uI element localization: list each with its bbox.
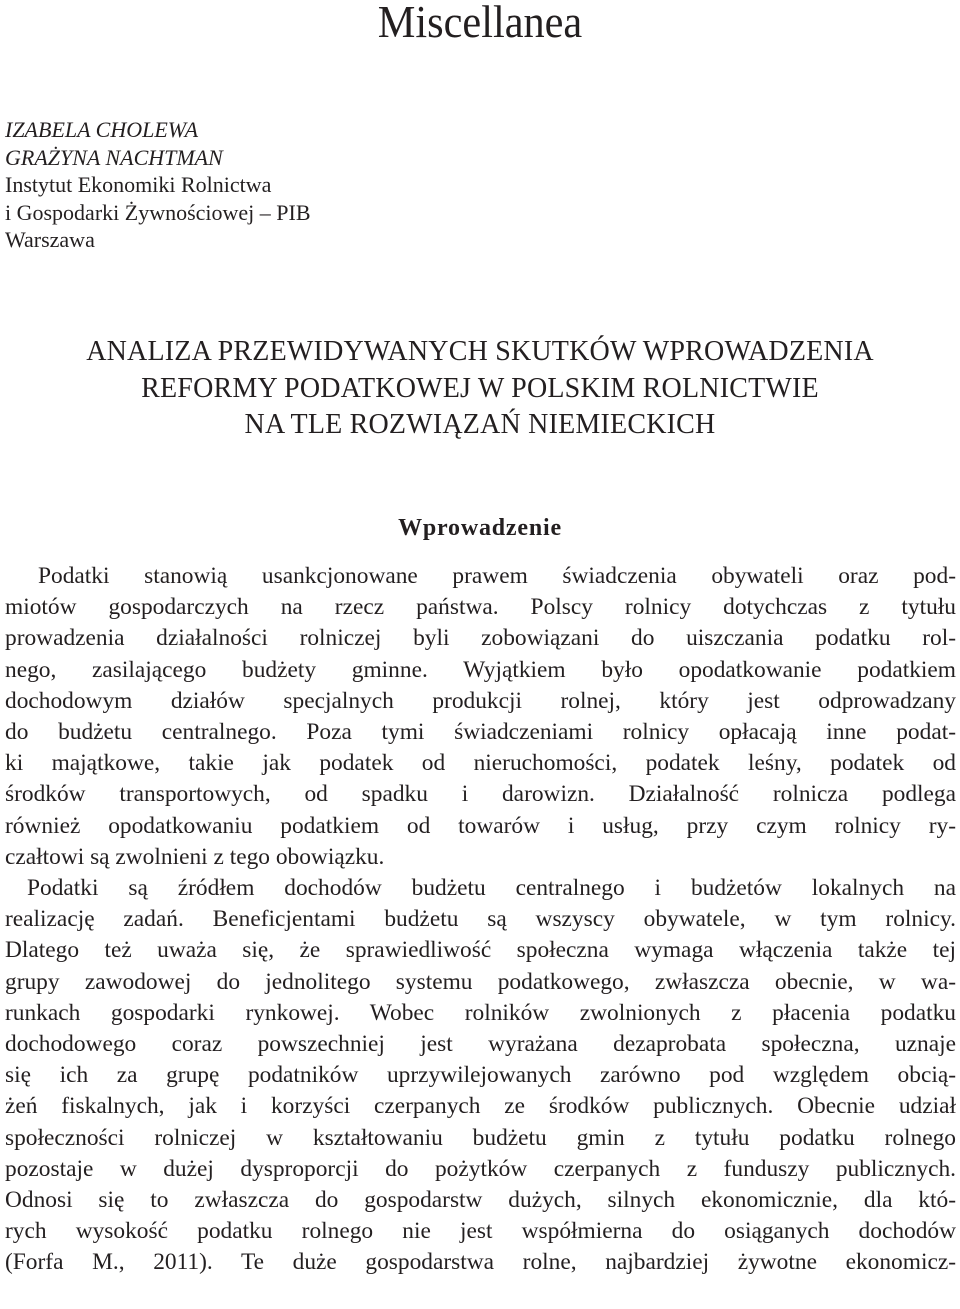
- text-line: prowadzenia działalności rolniczej byli zobowiązani do uiszczania podatku rol-: [5, 625, 956, 652]
- section-title: Miscellanea: [377, 0, 583, 47]
- text-line: środków transportowych, od spadku i darowizn. Działalność rolnicza podlega: [5, 781, 956, 808]
- text-line: grupy zawodowej do jednolitego systemu podatkowego, zwłaszcza obecnie, w wa-: [5, 968, 956, 995]
- author-name: GRAŻYNA NACHTMAN: [5, 144, 223, 170]
- paragraph: [5, 561, 956, 873]
- text-line: dochodowym działów specjalnych produkcji rolnej, który jest odprowadzany: [5, 687, 956, 714]
- paragraph: [5, 873, 956, 1279]
- text-line: pozostaje w dużej dysproporcji do pożytków czerpanych z funduszy publicznych.: [5, 1155, 956, 1182]
- affiliation-line: i Gospodarki Żywnościowej – PIB: [5, 199, 311, 225]
- affiliation-line: Instytut Ekonomiki Rolnictwa: [5, 172, 272, 197]
- article-title-line: REFORMY PODATKOWEJ W POLSKIM ROLNICTWIE: [141, 372, 819, 404]
- section-heading: Wprowadzenie: [398, 515, 562, 541]
- text-line: Podatki są źródłem dochodów budżetu centralnego i budżetów lokalnych na: [27, 875, 956, 902]
- text-line: realizację zadań. Beneficjentami budżetu są wszyscy obywatele, w tym rolnicy.: [5, 906, 956, 933]
- text-line: czałtowi są zwolnieni z tego obowiązku.: [5, 843, 385, 870]
- text-line: żeń fiskalnych, jak i korzyści czerpanych ze środków publicznych. Obecnie udział: [5, 1093, 956, 1120]
- text-line: rych wysokość podatku rolnego nie jest współmierna do osiąganych dochodów: [5, 1218, 956, 1245]
- body-text: [5, 561, 956, 1279]
- text-line: do budżetu centralnego. Poza tymi świadczeniami rolnicy opłacają inne podat-: [5, 719, 956, 746]
- text-line: społeczności rolniczej w kształtowaniu budżetu gmin z tytułu podatku rolnego: [5, 1124, 956, 1151]
- text-line: runkach gospodarki rynkowej. Wobec rolników zwolnionych z płacenia podatku: [5, 999, 956, 1026]
- affiliation-city: Warszawa: [5, 227, 95, 252]
- text-line: Podatki stanowią usankcjonowane prawem świadczenia obywateli oraz pod-: [38, 563, 956, 589]
- text-line: Dlatego też uważa się, że sprawiedliwość społeczna wymaga włączenia także tej: [5, 937, 956, 964]
- author-name: IZABELA CHOLEWA: [5, 117, 199, 142]
- article-title: [0, 334, 960, 444]
- article-title-line: NA TLE ROZWIĄZAŃ NIEMIECKICH: [244, 409, 716, 440]
- text-line: Odnosi się to zwłaszcza do gospodarstw dużych, silnych ekonomicznie, dla któ-: [5, 1187, 956, 1214]
- text-line: również opodatkowaniu podatkiem od towarów i usług, przy czym rolnicy ry-: [5, 812, 956, 839]
- text-line: nego, zasilającego budżety gminne. Wyjątkiem było opodatkowanie podatkiem: [5, 656, 956, 683]
- text-line: miotów gospodarczych na rzecz państwa. Polscy rolnicy dotychczas z tytułu: [5, 594, 956, 621]
- text-line: ki majątkowe, takie jak podatek od nieruchomości, podatek leśny, podatek od: [5, 750, 956, 777]
- author-block: [5, 116, 311, 254]
- article-title-line: ANALIZA PRZEWIDYWANYCH SKUTKÓW WPROWADZENIA: [86, 336, 874, 367]
- text-line: dochodowego coraz powszechniej jest wyrażana dezaprobata społeczna, uznaje: [5, 1031, 956, 1058]
- text-line: (Forfa M., 2011). Te duże gospodarstwa rolne, najbardziej żywotne ekonomicz-: [5, 1249, 956, 1276]
- text-line: się ich za grupę podatników uprzywilejowanych zarówno pod względem obcią-: [5, 1062, 956, 1089]
